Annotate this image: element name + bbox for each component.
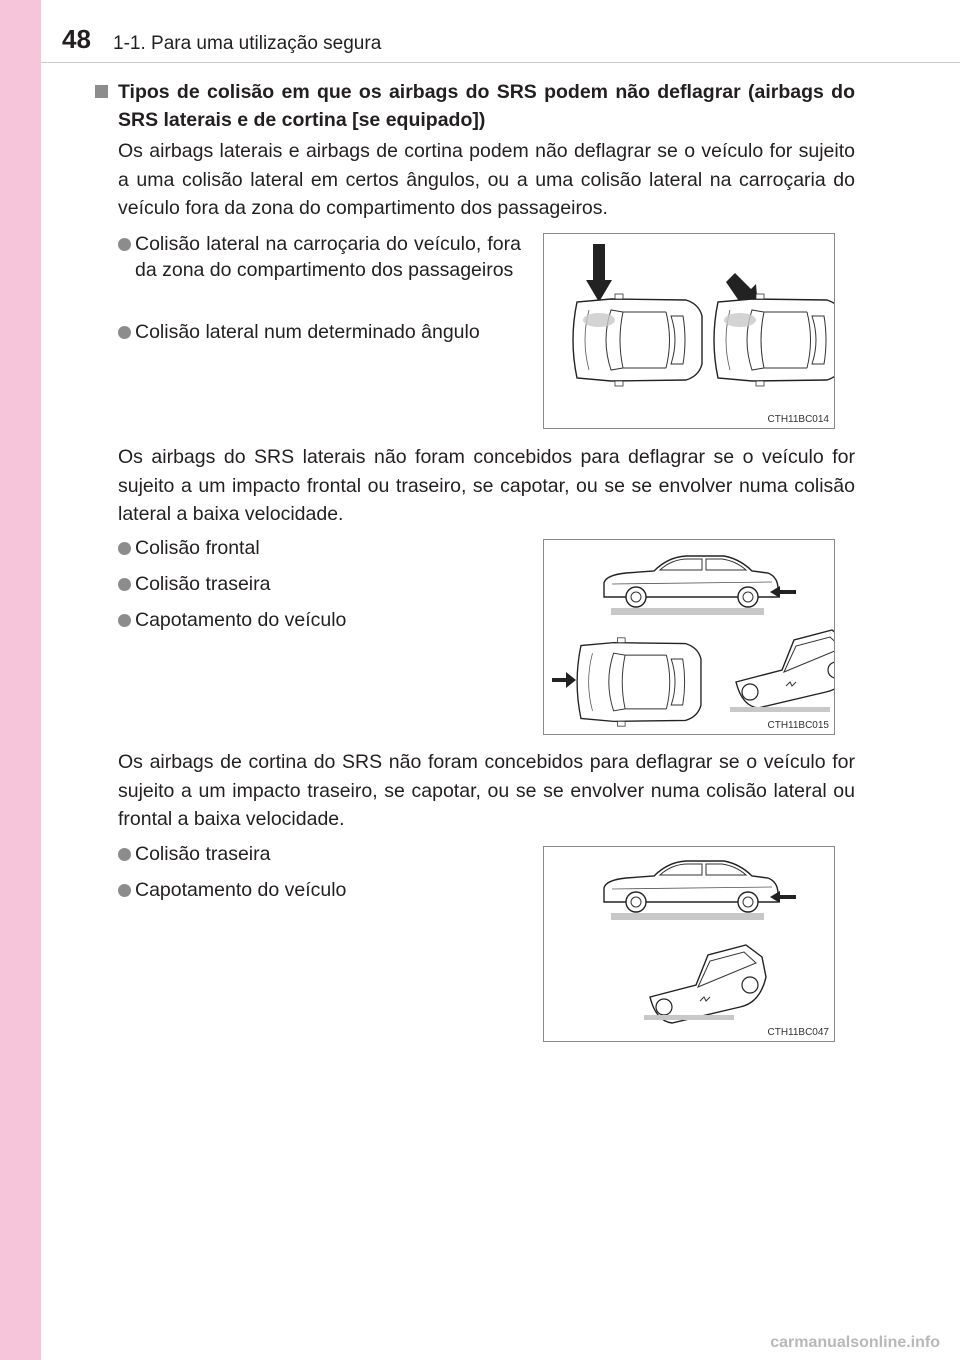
figure-side-collisions-drawing <box>544 234 834 428</box>
impact-zone-2 <box>724 313 756 327</box>
ground-strip <box>611 913 764 920</box>
figure-frontal-rear-rollover-drawing <box>544 540 834 734</box>
bullet-dot-icon <box>118 614 131 627</box>
figure-code: CTH11BC047 <box>767 1027 829 1038</box>
bullet-dot-icon <box>118 578 131 591</box>
figure-rear-rollover <box>543 846 835 1042</box>
bullet-dot-icon <box>118 238 131 251</box>
bullet-dot-icon <box>118 848 131 861</box>
figure-code: CTH11BC014 <box>767 414 829 425</box>
bullet-text: Colisão traseira <box>135 843 271 865</box>
ground-strip <box>611 608 764 615</box>
watermark: carmanualsonline.info <box>770 1334 940 1351</box>
car-top-view-2 <box>714 294 834 386</box>
bullet-text: Capotamento do veículo <box>135 879 347 901</box>
side-band <box>0 0 41 1360</box>
car-top-view-1 <box>573 294 702 386</box>
figure-side-collisions <box>543 233 835 429</box>
figure-frontal-rear-rollover <box>543 539 835 735</box>
car-side-view <box>604 556 778 607</box>
ground-strip <box>730 707 830 712</box>
arrow-front-icon <box>552 672 576 688</box>
bullet-text: Colisão lateral na carroçaria do veículo, fora da zona do compartimento dos passageiros <box>135 233 521 281</box>
page-number: 48 <box>62 24 91 54</box>
bullet-side-collision-angle <box>118 319 538 345</box>
bullet-frontal-collision <box>118 535 260 561</box>
bullet-dot-icon <box>118 326 131 339</box>
car-rollover <box>736 630 834 708</box>
square-bullet-icon <box>95 85 108 98</box>
impact-zone-1 <box>583 313 615 327</box>
header-rule <box>41 62 960 63</box>
bullet-rear-collision <box>118 841 270 867</box>
bullet-dot-icon <box>118 542 131 555</box>
paragraph-1: Os airbags laterais e airbags de cortina podem não deflagrar se o veículo for sujeito a uma colisão lateral em certos ângulos, ou a uma colisão lateral na carroçaria do veículo fora da zona do compartimento dos passageiros. <box>118 140 855 219</box>
paragraph-2: Os airbags do SRS laterais não foram concebidos para deflagrar se o veículo for sujeito a um impacto frontal ou traseiro, se capotar, ou se se envolver numa colisão lateral a baixa velocidade. <box>118 446 855 525</box>
section-title: 1-1. Para uma utilização segura <box>113 33 382 54</box>
bullet-text: Colisão frontal <box>135 537 260 559</box>
car-rollover <box>650 945 766 1023</box>
bullet-text: Colisão lateral num determinado ângulo <box>135 321 480 343</box>
bullet-rollover <box>118 877 346 903</box>
car-top-view <box>577 638 701 726</box>
paragraph-3: Os airbags de cortina do SRS não foram concebidos para deflagrar se o veículo for sujeito a um impacto traseiro, se capotar, ou se se envolver numa colisão lateral ou frontal a baixa velocidade. <box>118 751 855 830</box>
bullet-text: Capotamento do veículo <box>135 609 347 631</box>
bullet-side-collision-outside-cabin <box>118 231 521 283</box>
bullet-rollover <box>118 607 346 633</box>
bullet-text: Colisão traseira <box>135 573 271 595</box>
arrow-down-icon <box>586 244 612 302</box>
heading-text: Tipos de colisão em que os airbags do SRS podem não deflagrar (airbags do SRS laterais e de cortina [se equipado]) <box>118 81 855 131</box>
bullet-rear-collision <box>118 571 270 597</box>
figure-rear-rollover-drawing <box>544 847 834 1041</box>
car-side-view <box>604 861 778 912</box>
figure-code: CTH11BC015 <box>767 720 829 731</box>
bullet-dot-icon <box>118 884 131 897</box>
section-heading <box>95 78 855 134</box>
ground-strip <box>644 1015 734 1020</box>
